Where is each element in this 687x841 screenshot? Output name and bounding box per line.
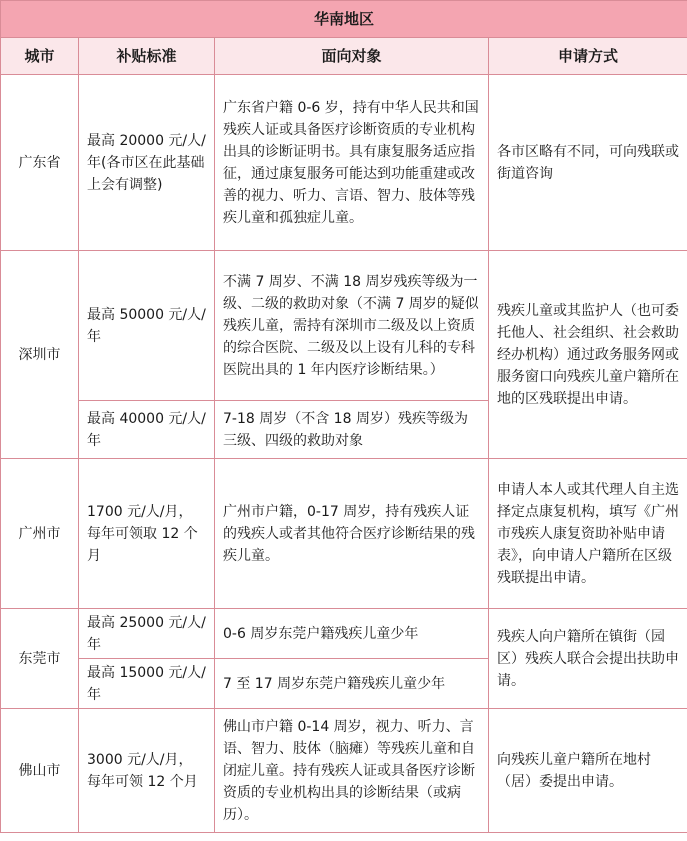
header-city: 城市 [1, 38, 79, 75]
header-method: 申请方式 [489, 38, 687, 75]
target-cell: 广州市户籍，0-17 周岁，持有残疾人证的残疾人或者其他符合医疗诊断结果的残疾儿童。 [215, 459, 489, 609]
city-cell: 东莞市 [1, 609, 79, 709]
subsidy-cell: 3000 元/人/月，每年可领 12 个月 [79, 709, 215, 833]
table-row-shenzhen [1, 251, 687, 401]
target-cell: 0-6 周岁东莞户籍残疾儿童少年 [215, 609, 489, 659]
method-cell: 向残疾儿童户籍所在地村（居）委提出申请。 [489, 709, 687, 833]
city-cell: 佛山市 [1, 709, 79, 833]
header-row [1, 38, 687, 75]
subsidy-cell: 最高 15000 元/人/年 [79, 659, 215, 709]
city-cell: 广东省 [1, 75, 79, 251]
target-cell: 7-18 周岁（不含 18 周岁）残疾等级为三级、四级的救助对象 [215, 401, 489, 459]
method-cell: 残疾儿童或其监护人（也可委托他人、社会组织、社会救助经办机构）通过政务服务网或服务窗口向残疾儿童户籍所在地的区残联提出申请。 [489, 251, 687, 459]
city-cell: 广州市 [1, 459, 79, 609]
subsidy-cell: 最高 25000 元/人/年 [79, 609, 215, 659]
subsidy-cell: 最高 50000 元/人/年 [79, 251, 215, 401]
subsidy-cell: 最高 40000 元/人/年 [79, 401, 215, 459]
target-cell: 佛山市户籍 0-14 周岁，视力、听力、言语、智力、肢体（脑瘫）等残疾儿童和自闭症儿童。持有残疾人证或具备医疗诊断资质的专业机构出具的诊断结果（或病历）。 [215, 709, 489, 833]
table-row-dongguan [1, 609, 687, 659]
header-target: 面向对象 [215, 38, 489, 75]
target-cell: 不满 7 周岁、不满 18 周岁残疾等级为一级、二级的救助对象（不满 7 周岁的疑似残疾儿童，需持有深圳市二级及以上资质的综合医院、二级及以上设有儿科的专科医院出具的 1 年内医疗诊断结果。） [215, 251, 489, 401]
table-row-guangdong [1, 75, 687, 251]
target-cell: 7 至 17 周岁东莞户籍残疾儿童少年 [215, 659, 489, 709]
method-cell: 各市区略有不同，可向残联或街道咨询 [489, 75, 687, 251]
header-subsidy: 补贴标准 [79, 38, 215, 75]
subsidy-cell: 1700 元/人/月，每年可领取 12 个月 [79, 459, 215, 609]
method-cell: 申请人本人或其代理人自主选择定点康复机构，填写《广州市残疾人康复资助补贴申请表》，向申请人户籍所在区级残联提出申请。 [489, 459, 687, 609]
method-cell: 残疾人向户籍所在镇街（园区）残疾人联合会提出扶助申请。 [489, 609, 687, 709]
table-row-foshan [1, 709, 687, 833]
subsidy-cell: 最高 20000 元/人/年(各市区在此基础上会有调整) [79, 75, 215, 251]
table-row-guangzhou [1, 459, 687, 609]
city-cell: 深圳市 [1, 251, 79, 459]
region-row [1, 1, 687, 38]
target-cell: 广东省户籍 0-6 岁，持有中华人民共和国残疾人证或具备医疗诊断资质的专业机构出具的诊断证明书。具有康复服务适应指征，通过康复服务可能达到功能重建或改善的视力、听力、言语、智力、肢体等残疾儿童和孤独症儿童。 [215, 75, 489, 251]
region-title: 华南地区 [1, 1, 687, 38]
